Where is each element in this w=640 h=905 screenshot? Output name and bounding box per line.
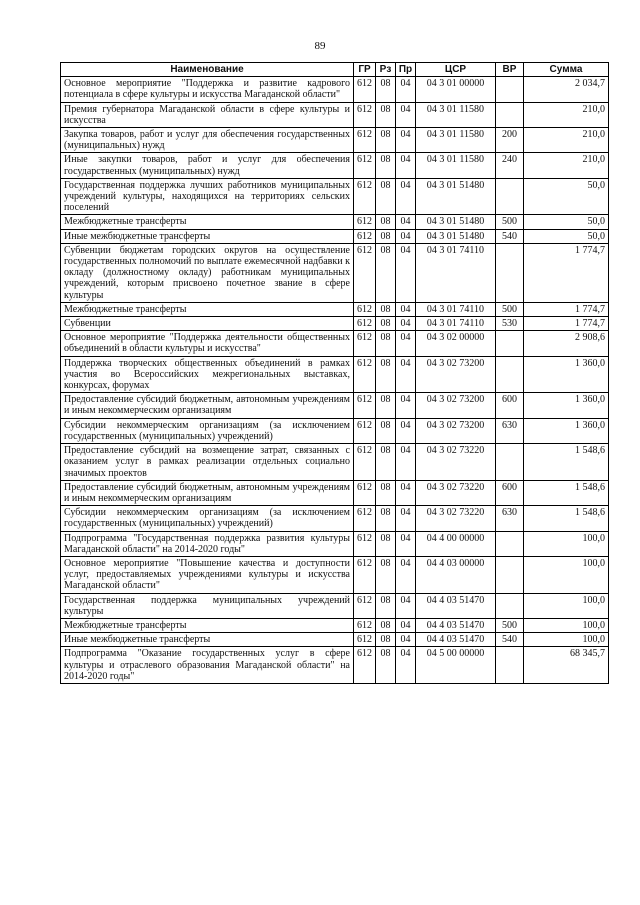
header-pr: Пр	[396, 63, 416, 77]
cell-csr: 04 4 03 51470	[416, 618, 496, 632]
cell-rz: 08	[376, 128, 396, 153]
cell-name: Субвенции	[61, 317, 354, 331]
cell-pr: 04	[396, 480, 416, 505]
cell-vr	[496, 102, 524, 127]
cell-sum: 2 034,7	[524, 77, 609, 102]
cell-rz: 08	[376, 356, 396, 393]
cell-vr: 500	[496, 302, 524, 316]
table-row	[61, 393, 609, 418]
cell-gr: 612	[354, 506, 376, 531]
cell-csr: 04 3 01 51480	[416, 178, 496, 215]
cell-name: Основное мероприятие "Поддержка и развитие кадрового потенциала в сфере культуры и искусства Магаданской области"	[61, 77, 354, 102]
header-gr: ГР	[354, 63, 376, 77]
cell-name: Государственная поддержка лучших работников муниципальных учреждений культуры, находящихся на территориях сельских поселений	[61, 178, 354, 215]
cell-csr: 04 3 02 73220	[416, 480, 496, 505]
cell-sum: 1 774,7	[524, 302, 609, 316]
cell-pr: 04	[396, 128, 416, 153]
cell-vr	[496, 178, 524, 215]
table-row	[61, 331, 609, 356]
table-row	[61, 153, 609, 178]
table-row	[61, 633, 609, 647]
cell-gr: 612	[354, 556, 376, 593]
cell-pr: 04	[396, 556, 416, 593]
cell-rz: 08	[376, 393, 396, 418]
cell-csr: 04 3 02 73220	[416, 506, 496, 531]
cell-sum: 50,0	[524, 215, 609, 229]
header-row	[61, 63, 609, 77]
table-row	[61, 444, 609, 481]
table-row	[61, 77, 609, 102]
cell-csr: 04 3 01 00000	[416, 77, 496, 102]
cell-pr: 04	[396, 215, 416, 229]
cell-vr	[496, 77, 524, 102]
cell-name: Субсидии некоммерческим организациям (за исключением государственных (муниципальных) учреждений)	[61, 506, 354, 531]
cell-csr: 04 3 01 74110	[416, 317, 496, 331]
cell-sum: 1 360,0	[524, 356, 609, 393]
cell-sum: 2 908,6	[524, 331, 609, 356]
cell-csr: 04 5 00 00000	[416, 647, 496, 684]
cell-vr: 540	[496, 229, 524, 243]
cell-sum: 1 360,0	[524, 418, 609, 443]
cell-pr: 04	[396, 647, 416, 684]
cell-gr: 612	[354, 480, 376, 505]
cell-name: Подпрограмма "Оказание государственных услуг в сфере культуры и отраслевого образования Магаданской области" на 2014-2020 годы"	[61, 647, 354, 684]
cell-csr: 04 3 01 11580	[416, 128, 496, 153]
table-row	[61, 480, 609, 505]
cell-vr: 630	[496, 418, 524, 443]
cell-pr: 04	[396, 153, 416, 178]
table-body	[61, 77, 609, 684]
cell-pr: 04	[396, 302, 416, 316]
cell-vr: 600	[496, 480, 524, 505]
cell-name: Субвенции бюджетам городских округов на осуществление государственных полномочий по выплате ежемесячной надбавки к окладу (должностному окладу) работникам муниципальных учреждений, которым присвоено почетное звание в сфере культуры	[61, 243, 354, 302]
cell-csr: 04 3 01 51480	[416, 215, 496, 229]
cell-pr: 04	[396, 77, 416, 102]
cell-name: Субсидии некоммерческим организациям (за исключением государственных (муниципальных) учреждений)	[61, 418, 354, 443]
cell-vr: 500	[496, 618, 524, 632]
cell-sum: 68 345,7	[524, 647, 609, 684]
table-row	[61, 229, 609, 243]
cell-pr: 04	[396, 317, 416, 331]
cell-pr: 04	[396, 393, 416, 418]
table-row	[61, 178, 609, 215]
cell-sum: 100,0	[524, 531, 609, 556]
table-row	[61, 102, 609, 127]
cell-name: Предоставление субсидий на возмещение затрат, связанных с оказанием услуг в рамках реализации отдельных социально значимых проектов	[61, 444, 354, 481]
cell-gr: 612	[354, 229, 376, 243]
cell-name: Подпрограмма "Государственная поддержка развития культуры Магаданской области" на 2014-2020 годы"	[61, 531, 354, 556]
table-row	[61, 647, 609, 684]
cell-vr	[496, 531, 524, 556]
cell-csr: 04 3 02 00000	[416, 331, 496, 356]
cell-gr: 612	[354, 531, 376, 556]
cell-sum: 210,0	[524, 102, 609, 127]
cell-csr: 04 3 01 74110	[416, 302, 496, 316]
cell-name: Иные межбюджетные трансферты	[61, 229, 354, 243]
cell-csr: 04 3 01 11580	[416, 153, 496, 178]
cell-name: Основное мероприятие "Поддержка деятельности общественных объединений в области культуры и искусства"	[61, 331, 354, 356]
cell-rz: 08	[376, 302, 396, 316]
cell-sum: 1 548,6	[524, 506, 609, 531]
cell-csr: 04 3 02 73200	[416, 418, 496, 443]
cell-gr: 612	[354, 618, 376, 632]
cell-gr: 612	[354, 317, 376, 331]
header-rz: Рз	[376, 63, 396, 77]
cell-name: Закупка товаров, работ и услуг для обеспечения государственных (муниципальных) нужд	[61, 128, 354, 153]
cell-csr: 04 3 01 74110	[416, 243, 496, 302]
cell-pr: 04	[396, 531, 416, 556]
cell-rz: 08	[376, 153, 396, 178]
cell-vr	[496, 356, 524, 393]
cell-vr	[496, 331, 524, 356]
cell-name: Иные закупки товаров, работ и услуг для обеспечения государственных (муниципальных) нужд	[61, 153, 354, 178]
cell-gr: 612	[354, 128, 376, 153]
cell-csr: 04 4 03 51470	[416, 633, 496, 647]
cell-pr: 04	[396, 102, 416, 127]
cell-csr: 04 3 02 73220	[416, 444, 496, 481]
cell-rz: 08	[376, 593, 396, 618]
cell-pr: 04	[396, 229, 416, 243]
cell-rz: 08	[376, 102, 396, 127]
cell-rz: 08	[376, 647, 396, 684]
cell-sum: 1 774,7	[524, 317, 609, 331]
cell-sum: 100,0	[524, 618, 609, 632]
cell-gr: 612	[354, 633, 376, 647]
cell-name: Основное мероприятие "Повышение качества и доступности услуг, предоставляемых учреждениями культуры и искусства Магаданской области"	[61, 556, 354, 593]
cell-vr	[496, 444, 524, 481]
cell-pr: 04	[396, 618, 416, 632]
cell-pr: 04	[396, 331, 416, 356]
cell-gr: 612	[354, 215, 376, 229]
cell-vr	[496, 647, 524, 684]
cell-rz: 08	[376, 317, 396, 331]
table-header	[61, 63, 609, 77]
cell-rz: 08	[376, 633, 396, 647]
cell-rz: 08	[376, 480, 396, 505]
table-row	[61, 556, 609, 593]
cell-vr: 500	[496, 215, 524, 229]
cell-gr: 612	[354, 418, 376, 443]
cell-name: Межбюджетные трансферты	[61, 215, 354, 229]
cell-name: Иные межбюджетные трансферты	[61, 633, 354, 647]
cell-rz: 08	[376, 556, 396, 593]
cell-csr: 04 4 00 00000	[416, 531, 496, 556]
cell-rz: 08	[376, 618, 396, 632]
cell-name: Премия губернатора Магаданской области в сфере культуры и искусства	[61, 102, 354, 127]
table-row	[61, 593, 609, 618]
cell-sum: 1 360,0	[524, 393, 609, 418]
cell-vr: 240	[496, 153, 524, 178]
cell-name: Государственная поддержка муниципальных учреждений культуры	[61, 593, 354, 618]
cell-gr: 612	[354, 302, 376, 316]
cell-rz: 08	[376, 506, 396, 531]
cell-gr: 612	[354, 77, 376, 102]
table-row	[61, 531, 609, 556]
cell-pr: 04	[396, 593, 416, 618]
cell-vr	[496, 243, 524, 302]
table-row	[61, 243, 609, 302]
table-row	[61, 506, 609, 531]
cell-rz: 08	[376, 178, 396, 215]
cell-gr: 612	[354, 102, 376, 127]
cell-sum: 1 774,7	[524, 243, 609, 302]
cell-gr: 612	[354, 393, 376, 418]
cell-csr: 04 4 03 51470	[416, 593, 496, 618]
budget-table	[60, 62, 609, 684]
header-sum: Сумма	[524, 63, 609, 77]
cell-rz: 08	[376, 418, 396, 443]
cell-rz: 08	[376, 215, 396, 229]
cell-pr: 04	[396, 178, 416, 215]
cell-name: Поддержка творческих общественных объединений в рамках участия во Всероссийских межрегиональных выставках, конкурсах, форумах	[61, 356, 354, 393]
table-row	[61, 418, 609, 443]
cell-name: Предоставление субсидий бюджетным, автономным учреждениям и иным некоммерческим организациям	[61, 480, 354, 505]
cell-gr: 612	[354, 356, 376, 393]
cell-rz: 08	[376, 531, 396, 556]
cell-sum: 1 548,6	[524, 480, 609, 505]
cell-sum: 50,0	[524, 229, 609, 243]
cell-sum: 210,0	[524, 153, 609, 178]
cell-vr: 200	[496, 128, 524, 153]
cell-pr: 04	[396, 418, 416, 443]
cell-gr: 612	[354, 153, 376, 178]
cell-sum: 50,0	[524, 178, 609, 215]
cell-name: Межбюджетные трансферты	[61, 618, 354, 632]
cell-sum: 100,0	[524, 633, 609, 647]
table-row	[61, 128, 609, 153]
cell-pr: 04	[396, 444, 416, 481]
cell-rz: 08	[376, 229, 396, 243]
header-vr: ВР	[496, 63, 524, 77]
cell-csr: 04 4 03 00000	[416, 556, 496, 593]
cell-rz: 08	[376, 77, 396, 102]
cell-gr: 612	[354, 444, 376, 481]
cell-csr: 04 3 01 51480	[416, 229, 496, 243]
cell-sum: 1 548,6	[524, 444, 609, 481]
cell-gr: 612	[354, 647, 376, 684]
cell-vr: 600	[496, 393, 524, 418]
cell-name: Межбюджетные трансферты	[61, 302, 354, 316]
cell-vr	[496, 593, 524, 618]
table-row	[61, 317, 609, 331]
cell-gr: 612	[354, 178, 376, 215]
cell-gr: 612	[354, 593, 376, 618]
cell-vr: 630	[496, 506, 524, 531]
cell-pr: 04	[396, 243, 416, 302]
cell-gr: 612	[354, 243, 376, 302]
header-csr: ЦСР	[416, 63, 496, 77]
table-row	[61, 356, 609, 393]
table-row	[61, 215, 609, 229]
table-row	[61, 302, 609, 316]
cell-pr: 04	[396, 633, 416, 647]
cell-vr	[496, 556, 524, 593]
cell-sum: 100,0	[524, 556, 609, 593]
cell-rz: 08	[376, 444, 396, 481]
cell-csr: 04 3 02 73200	[416, 393, 496, 418]
cell-name: Предоставление субсидий бюджетным, автономным учреждениям и иным некоммерческим организациям	[61, 393, 354, 418]
cell-gr: 612	[354, 331, 376, 356]
cell-pr: 04	[396, 356, 416, 393]
cell-vr: 530	[496, 317, 524, 331]
cell-sum: 210,0	[524, 128, 609, 153]
cell-vr: 540	[496, 633, 524, 647]
cell-rz: 08	[376, 243, 396, 302]
cell-pr: 04	[396, 506, 416, 531]
cell-sum: 100,0	[524, 593, 609, 618]
cell-csr: 04 3 02 73200	[416, 356, 496, 393]
page-number: 89	[314, 40, 326, 52]
header-name: Наименование	[61, 63, 354, 77]
table-row	[61, 618, 609, 632]
cell-csr: 04 3 01 11580	[416, 102, 496, 127]
cell-rz: 08	[376, 331, 396, 356]
